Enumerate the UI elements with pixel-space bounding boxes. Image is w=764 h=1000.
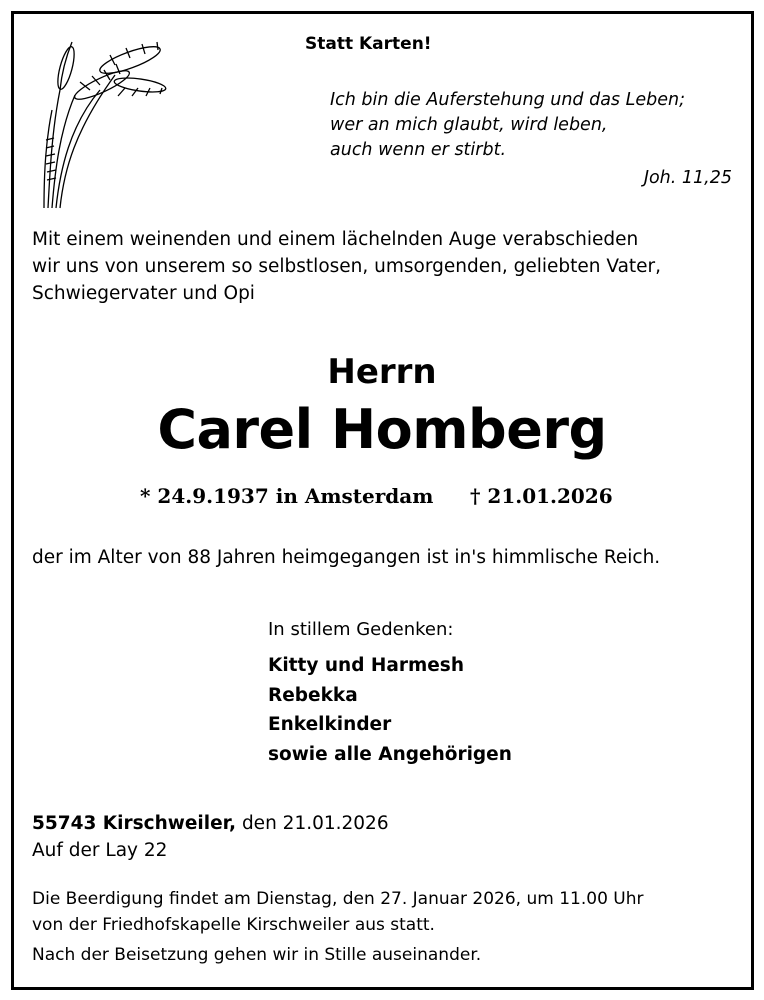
verse-line: Ich bin die Auferstehung und das Leben;: [330, 90, 685, 110]
verse-reference: Joh. 11,25: [643, 168, 732, 188]
death-info: † 21.01.2026: [470, 484, 613, 508]
closing-note: Nach der Beisetzung gehen wir in Stille auseinander.: [32, 945, 482, 965]
intro-line: wir uns von unserem so selbstlosen, umsorgenden, geliebten Vater,: [32, 256, 662, 277]
memory-label: In stillem Gedenken:: [268, 619, 454, 640]
intro-text: [32, 226, 732, 307]
statt-karten-heading: Statt Karten!: [305, 34, 432, 54]
funeral-info: [32, 886, 644, 938]
place-date: [32, 813, 389, 834]
salutation: Herrn: [327, 352, 437, 392]
funeral-line: Die Beerdigung findet am Dienstag, den 27. Januar 2026, um 11.00 Uhr: [32, 889, 644, 909]
mourner-name: sowie alle Angehörigen: [268, 743, 512, 765]
funeral-line: von der Friedhofskapelle Kirschweiler aus statt.: [32, 915, 435, 935]
deceased-name: Carel Homberg: [157, 398, 607, 461]
address: Auf der Lay 22: [32, 840, 168, 861]
date: den 21.01.2026: [236, 813, 389, 834]
place: 55743 Kirschweiler,: [32, 813, 237, 834]
birth-info: * 24.9.1937 in Amsterdam: [140, 484, 434, 508]
intro-line: Schwiegervater und Opi: [32, 283, 255, 304]
age-statement: der im Alter von 88 Jahren heimgegangen ist in's himmlische Reich.: [32, 547, 661, 568]
wheat-illustration-icon: [30, 30, 180, 215]
mourners-list: [268, 651, 512, 769]
bible-verse: [330, 88, 730, 163]
verse-line: auch wenn er stirbt.: [330, 140, 507, 160]
verse-line: wer an mich glaubt, wird leben,: [330, 115, 608, 135]
mourner-name: Enkelkinder: [268, 714, 392, 735]
mourner-name: Kitty und Harmesh: [268, 655, 464, 676]
intro-line: Mit einem weinenden und einem lächelnden Auge verabschieden: [32, 229, 639, 250]
mourner-name: Rebekka: [268, 684, 358, 706]
